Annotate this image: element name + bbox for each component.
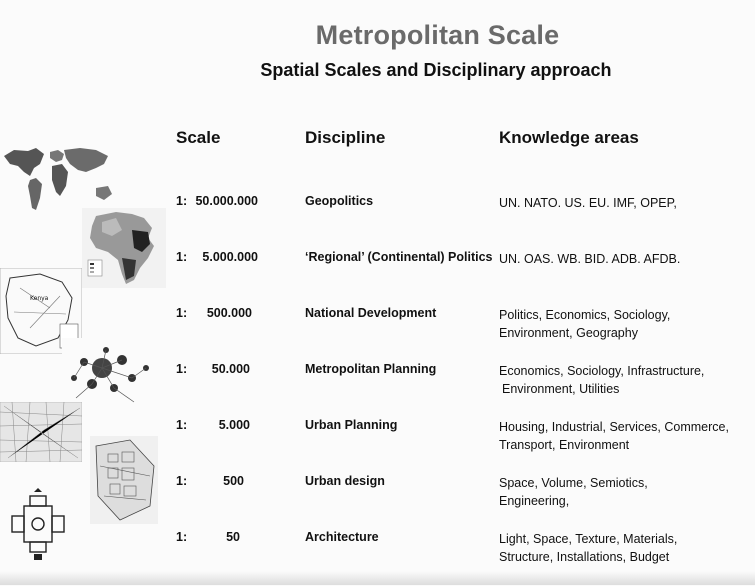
- scale-value: 500: [223, 474, 244, 488]
- knowledge-line-1: Politics, Economics, Sociology,: [499, 308, 671, 322]
- scale-row-1: [0, 194, 755, 244]
- scale-row-2: [0, 250, 755, 300]
- knowledge-line-2: Environment, Utilities: [502, 382, 620, 396]
- discipline: ‘Regional’ (Continental) Politics: [305, 250, 493, 264]
- discipline: Metropolitan Planning: [305, 362, 437, 376]
- knowledge-areas: [499, 530, 749, 566]
- discipline: National Development: [305, 306, 437, 320]
- scale-value: 5.000: [218, 418, 250, 432]
- knowledge-line-1: Housing, Industrial, Services, Commerce,: [499, 420, 729, 434]
- knowledge-areas: [499, 362, 749, 398]
- knowledge-line-1: Light, Space, Texture, Materials,: [499, 532, 678, 546]
- scale-value: 500.000: [206, 306, 252, 320]
- discipline: Urban Planning: [305, 418, 398, 432]
- knowledge-areas: [499, 306, 749, 342]
- knowledge-line-1: Economics, Sociology, Infrastructure,: [499, 364, 705, 378]
- knowledge-line-1: UN. OAS. WB. BID. ADB. AFDB.: [499, 252, 681, 266]
- knowledge-line-2: Structure, Installations, Budget: [499, 550, 670, 564]
- knowledge-line-2: Environment, Geography: [499, 326, 638, 340]
- knowledge-areas: [499, 250, 749, 268]
- scale-prefix: 1:: [176, 418, 188, 432]
- scale-value: 50.000: [211, 362, 250, 376]
- knowledge-areas: [499, 418, 749, 454]
- scale-value: 50: [226, 530, 240, 544]
- header-knowledge-areas: Knowledge areas: [499, 128, 639, 147]
- discipline: Geopolitics: [305, 194, 374, 208]
- knowledge-areas: [499, 194, 749, 212]
- scale-prefix: 1:: [176, 306, 188, 320]
- scale-row-5: [0, 418, 755, 468]
- scale-value: 50.000.000: [195, 194, 258, 208]
- scale-value: 5.000.000: [202, 250, 258, 264]
- page-subtitle: Spatial Scales and Disciplinary approach: [260, 60, 612, 80]
- header-discipline: Discipline: [305, 128, 386, 147]
- scale-prefix: 1:: [176, 194, 188, 208]
- discipline: Urban design: [305, 474, 385, 488]
- discipline: Architecture: [305, 530, 379, 544]
- scale-prefix: 1:: [176, 474, 188, 488]
- header-scale: Scale: [176, 128, 221, 147]
- scale-row-3: [0, 306, 755, 356]
- scale-row-6: [0, 474, 755, 524]
- scale-row-4: [0, 362, 755, 412]
- knowledge-line-2: Transport, Environment: [499, 438, 630, 452]
- bottom-shadow: [0, 571, 755, 585]
- scale-prefix: 1:: [176, 530, 188, 544]
- scale-prefix: 1:: [176, 362, 188, 376]
- knowledge-areas: [499, 474, 749, 510]
- scale-prefix: 1:: [176, 250, 188, 264]
- kenya-map-label: Kenya: [30, 295, 49, 302]
- knowledge-line-1: Space, Volume, Semiotics,: [499, 476, 648, 490]
- knowledge-line-2: Engineering,: [499, 494, 570, 508]
- knowledge-line-1: UN. NATO. US. EU. IMF, OPEP,: [499, 196, 677, 210]
- page-title: Metropolitan Scale: [315, 20, 560, 50]
